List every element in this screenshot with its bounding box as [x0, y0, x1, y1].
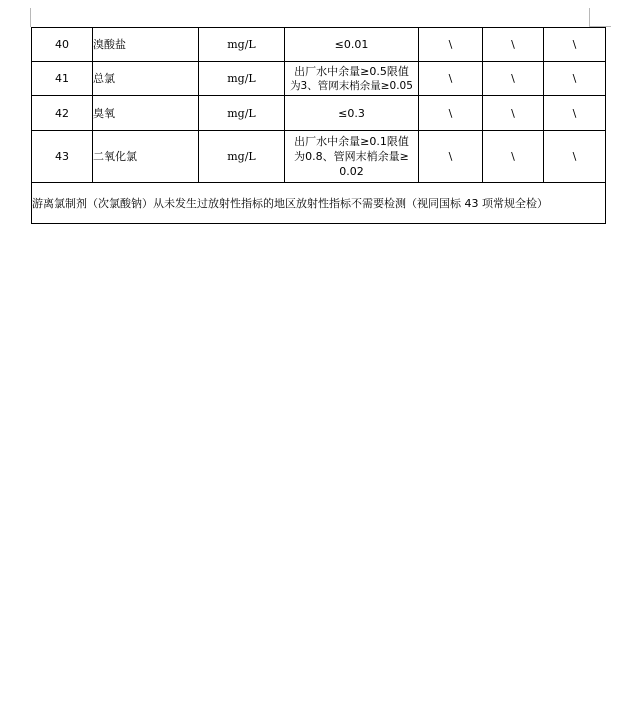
- crop-mark-right-vertical: [589, 8, 590, 27]
- result-cell: \: [483, 28, 544, 62]
- result-cell: \: [419, 62, 483, 96]
- limit-line: 0.02: [339, 165, 364, 178]
- limit-line: ≤0.01: [334, 38, 369, 51]
- table-row: [32, 28, 606, 62]
- limit-cell: [285, 96, 419, 131]
- result-cell: \: [419, 28, 483, 62]
- footnote-cell: 游离氯制剂（次氯酸钠）从未发生过放射性指标的地区放射性指标不需要检测（视同国标 43 项常规全检）: [32, 183, 606, 224]
- result-cell: \: [419, 131, 483, 183]
- limit-cell: [285, 62, 419, 96]
- table-row: [32, 62, 606, 96]
- limit-line: 出厂水中余量≥0.5限值: [294, 64, 409, 78]
- indicator-name: 臭氧: [93, 96, 199, 131]
- row-number: 41: [32, 62, 93, 96]
- row-number: 43: [32, 131, 93, 183]
- unit-cell: mg/L: [199, 96, 285, 131]
- result-cell: \: [544, 62, 606, 96]
- water-quality-table: [31, 27, 606, 224]
- result-cell: \: [544, 131, 606, 183]
- result-cell: \: [419, 96, 483, 131]
- limit-cell: [285, 131, 419, 183]
- indicator-name: 溴酸盐: [93, 28, 199, 62]
- result-cell: \: [483, 131, 544, 183]
- table-row: [32, 131, 606, 183]
- limit-line: ≤0.3: [338, 106, 365, 120]
- result-cell: \: [483, 96, 544, 131]
- limit-line: 出厂水中余量≥0.1限值: [294, 135, 409, 148]
- table-row: [32, 96, 606, 131]
- result-cell: \: [483, 62, 544, 96]
- limit-line: 为3、管网末梢余量≥0.05: [290, 79, 413, 92]
- result-cell: \: [544, 28, 606, 62]
- table-row: [32, 183, 606, 224]
- unit-cell: mg/L: [199, 131, 285, 183]
- row-number: 42: [32, 96, 93, 131]
- indicator-name: 总氯: [93, 62, 199, 96]
- limit-line: 为0.8、管网末梢余量≥: [294, 150, 409, 163]
- crop-mark-left: [30, 8, 31, 27]
- result-cell: \: [544, 96, 606, 131]
- unit-cell: mg/L: [199, 62, 285, 96]
- row-number: 40: [32, 28, 93, 62]
- unit-cell: mg/L: [199, 28, 285, 62]
- indicator-name: 二氧化氯: [93, 131, 199, 183]
- limit-cell: [285, 28, 419, 62]
